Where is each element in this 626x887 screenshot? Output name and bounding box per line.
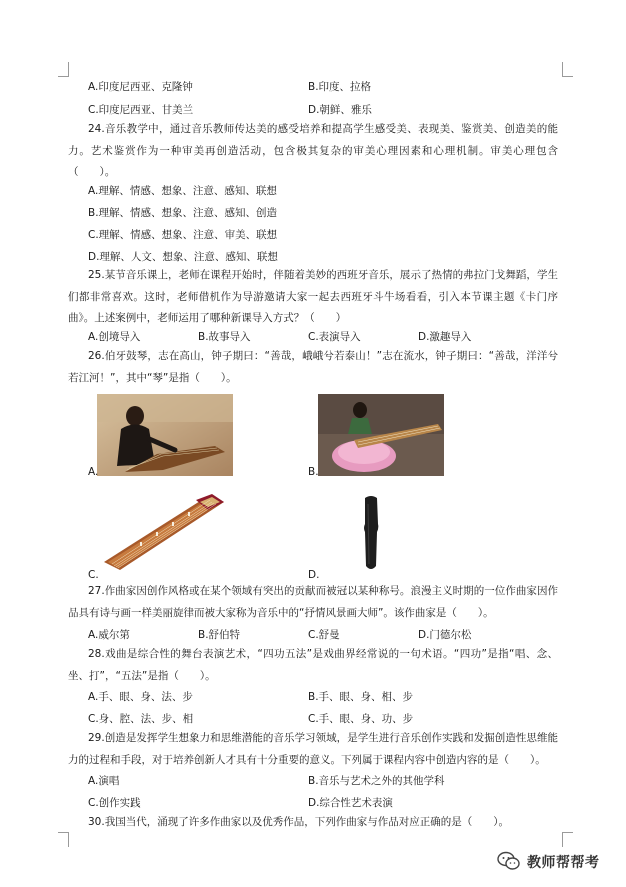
q23-option-d: D.朝鲜、雅乐 [308, 104, 372, 116]
q26-option-b-label: B. [308, 466, 319, 478]
q24-option-b: B.理解、情感、想象、注意、感知、创造 [88, 207, 278, 219]
guqin-case-photo [360, 494, 382, 574]
q23-option-c: C.印度尼西亚、甘美兰 [88, 104, 194, 116]
q23-option-a: A.印度尼西亚、克隆钟 [88, 81, 193, 93]
wechat-logo-icon [497, 850, 521, 872]
q27-option-c: C.舒曼 [308, 629, 340, 641]
q29-option-c: C.创作实践 [88, 797, 141, 809]
guzheng-player-photo [97, 394, 233, 476]
q26-option-d-label: D. [308, 569, 320, 581]
q26-option-a-label: A. [88, 466, 99, 478]
q28-option-c: C.身、腔、法、步、相 [88, 713, 194, 725]
watermark-brand: 教师帮帮考 [527, 855, 600, 871]
q25-option-b: B.故事导入 [198, 331, 251, 343]
q25-option-d: D.激趣导入 [418, 331, 472, 343]
corner-mark-top-right [562, 62, 573, 77]
q27-option-d: D.门德尔松 [418, 629, 472, 641]
q30-stem: 30.我国当代，涌现了许多作曲家以及优秀作品，下列作曲家与作品对应正确的是（ ）。 [88, 816, 509, 828]
q29-option-d: D.综合性艺术表演 [308, 797, 393, 809]
q26-stem: 26.伯牙鼓琴，志在高山，钟子期曰：“善哉，峨峨兮若泰山！”志在流水，钟子期曰：“善哉，洋洋兮若江河！”，其中“琴”是指（ ）。 [68, 350, 558, 384]
q27-option-b: B.舒伯特 [198, 629, 241, 641]
q29-option-b: B.音乐与艺术之外的其他学科 [308, 775, 445, 787]
corner-mark-bottom-left [58, 832, 69, 847]
q27-stem: 27.作曲家因创作风格或在某个领域有突出的贡献而被冠以某种称号。浪漫主义时期的一位作曲家因作品具有诗与画一样美丽旋律而被大家称为音乐中的“抒情风景画大师”。该作曲家是（ ）。 [68, 585, 558, 619]
corner-mark-top-left [58, 62, 69, 77]
q24-option-a: A.理解、情感、想象、注意、感知、联想 [88, 185, 277, 197]
q24-option-d: D.理解、人文、想象、注意、感知、联想 [88, 251, 278, 263]
q28-option-a: A.手、眼、身、法、步 [88, 691, 193, 703]
q25-stem: 25.某节音乐课上，老师在课程开始时，伴随着美妙的西班牙音乐，展示了热情的弗拉门戈舞蹈，学生们都非常喜欢。这时，老师借机作为导游邀请大家一起去西班牙斗牛场看看，引入本节课主题《卡门序曲》。上述案例中，老师运用了哪种新课导入方式？（ ） [68, 269, 558, 324]
q27-option-a: A.威尔第 [88, 629, 130, 641]
q24-option-c: C.理解、情感、想象、注意、审美、联想 [88, 229, 278, 241]
q25-option-c: C.表演导入 [308, 331, 361, 343]
q28-stem: 28.戏曲是综合性的舞台表演艺术，“四功五法”是戏曲界经常说的一句术语。“四功”是指“唱、念、坐、打”，“五法”是指（ ）。 [68, 648, 558, 682]
q23-option-b: B.印度、拉格 [308, 81, 372, 93]
q29-option-a: A.演唱 [88, 775, 120, 787]
q24-stem: 24.音乐教学中，通过音乐教师传达美的感受培养和提高学生感受美、表现美、鉴赏美、创造美的能力。艺术鉴赏作为一种审美再创造活动，包含极其复杂的审美心理因素和心理机制。审美心理包含（ ）。 [68, 123, 558, 178]
q25-option-a: A.创境导入 [88, 331, 141, 343]
gayageum-player-photo [318, 394, 444, 476]
q29-stem: 29.创造是发挥学生想象力和思维潜能的音乐学习领域，是学生进行音乐创作实践和发掘创造性思维能力的过程和手段，对于培养创新人才具有十分重要的意义。下列属于课程内容中创造内容的是（ ）。 [68, 732, 558, 766]
q26-option-c-label: C. [88, 569, 99, 581]
corner-mark-bottom-right [562, 832, 573, 847]
q28-option-d: C.手、眼、身、功、步 [308, 713, 414, 725]
q28-option-b: B.手、眼、身、相、步 [308, 691, 414, 703]
guzheng-instrument-photo [100, 488, 230, 574]
